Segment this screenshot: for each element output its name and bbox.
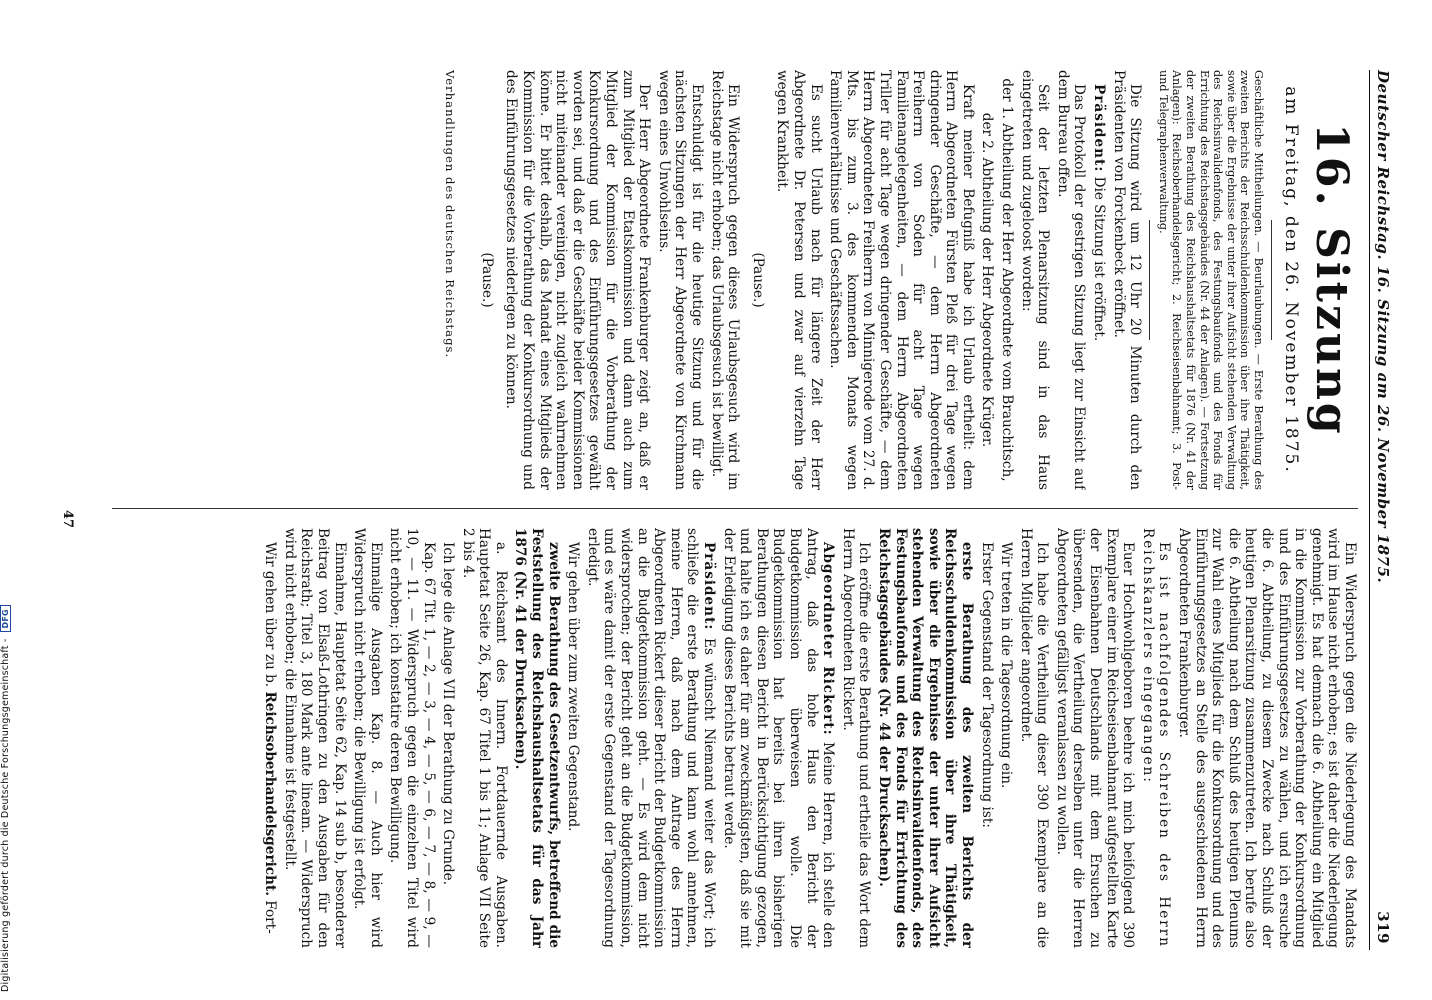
pause-note: (Pause.): [478, 252, 495, 308]
speaker-label: Abgeordneter Rickert:: [820, 542, 837, 736]
speaker-label: Präsident:: [1091, 84, 1108, 173]
paragraph: Wir gehen über zum zweiten Gegenstand.: [565, 542, 582, 832]
paragraph: Euer Hochwohlgeboren beehre ich mich beifolgend 390 Exemplare einer im Reichseisenbahnamt aufgestellten Karte der Eisenbahnen Deutschlands mit dem Ersuchen zu übersenden, die Vertheilung derselben unter die Herren Abgeordneten gefälligst veranlassen zu wollen.: [1053, 528, 1137, 948]
speech: Abgeordneter Rickert: Meine Herren, ich stelle den Antrag, daß das hohe Haus den Bericht der Budgetkommission überweisen wolle. Die Budgetkommission hat bereits bei ihren bisherigen Berathungen diesen Bericht in Berücksichtigung gezogen, und halte ich es daher für am zweckmäßigsten, daß sie mit der Erledigung dieses Berichts betraut werde.: [720, 528, 837, 948]
speech: Präsident: Es wünscht Niemand weiter das Wort; ich schließe die erste Berathung und kann wohl annehmen, meine Herren, daß nach dem Antrage des Herrn Abgeordneten Rickert dieser Bericht der Budgetkommission an die Budgetkommission geht. — Es wird dem nicht widersprochen; der Bericht geht an die Budgetkommission, und es wäre damit der erste Gegenstand der Tagesordnung erledigt.: [584, 528, 718, 948]
agenda-item: erste Berathung des zweiten Berichts der Reichsschuldenkommission über ihre Thätigkeit, sowie über die Ergebnisse der unter ihrer Aufsicht stehenden Verwaltung des Reichsinvalidenfonds, des Festungsbaufonds und des Fonds für Errichtung des Reichstagsgebäudes (Nr. 44 der Drucksachen).: [875, 528, 975, 948]
list-item: der 1. Abtheilung der Herr Abgeordnete vom Brauchitsch,: [999, 78, 1016, 482]
paragraph: Das Protokoll der gestrigen Sitzung liegt zur Einsicht auf dem Bureau offen.: [1054, 70, 1088, 490]
paragraph: Wir treten in die Tagesordnung ein.: [998, 542, 1015, 789]
left-column: [72, 70, 1358, 490]
opening-paragraph: Die Sitzung wird um 12 Uhr 20 Minuten durch den Präsidenten von Forckenbeck eröffnet.: [1110, 70, 1144, 490]
paragraph: Wir gehen über zu b. Reichsoberhandelsgericht. Fort-: [262, 542, 279, 934]
paragraph: Kraft meiner Befugniß habe ich Urlaub ertheilt: dem Herrn Abgeordneten Fürsten Pleß für drei Tage wegen dringender Geschäfte, — dem Herrn Abgeordneten Freiherrn von Soden für acht Tage wegen Familienangelegenheiten, — dem Herrn Abgeordneten Triller für acht Tage wegen dringender Geschäfte, — dem Herrn Abgeordneten Freiherrn von Minnigerode vom 27. d. Mts. bis zum 3. des kommenden Monats wegen Familienverhältnisse und Geschäftssachen.: [827, 70, 976, 490]
column-divider: [112, 508, 1358, 509]
paragraph: Ein Widerspruch gegen die Niederlegung des Mandats wird im Hause nicht erhoben; es ist daher die Niederlegung genehmigt. Es hat demnach die 6. Abtheilung ein Mitglied in die Kommission zur Vorberathung der Konkursordnung und des Einführungsgesetzes zu wählen, und ich ersuche die 6. Abtheilung, zu diesem Zwecke nach Schluß der heutigen Plenarsitzung zusammenzutreten. Ich berufe also die 6. Abtheilung nach dem Schluß des heutigen Plenums zur Wahl eines Mitglieds für die Konkursordnung und des Einführungsgesetzes an Stelle des ausgeschiedenen Herrn Abgeordneten Frankenburger.: [1176, 528, 1358, 948]
footer-title: Verhandlungen des deutschen Reichstags.: [443, 70, 458, 359]
session-date: am Freitag, den 26. November 1875.: [1281, 86, 1301, 474]
page-content: [52, 70, 1392, 950]
speaker-label: Präsident:: [701, 542, 718, 631]
paragraph: Einnahme, Hauptetat Seite 62, Kap. 14 sub b, besonderer Beitrag von Elsaß-Lothringen zu den Ausgaben für den Reichsrath; Titel 3, 180 Mark ante lineam. — Widerspruch wird nicht erhoben; die Einnahme ist festgestellt.: [281, 528, 348, 948]
paragraph: Entschuldigt ist für die heutige Sitzung und für die nächsten Sitzungen der Herr Abgeordnete von Kirchmann wegen eines Unwohlseins.: [655, 70, 705, 490]
paragraph: Ich eröffne die erste Berathung und ertheile das Wort dem Herrn Abgeordneten Rickert.: [839, 528, 873, 948]
pause-note: (Pause.): [749, 252, 766, 308]
paragraph: Der Herr Abgeordnete Frankenburger zeigt an, daß er zum Mitglied der Etatskommission und dann auch zum Mitglied der Kommission für die Vorberathung der Konkursordnung und des Einführungsgesetzes gewählt worden sei, und daß er die Geschäfte beider Kommissionen nicht miteinander vereinigen, nicht zugleich wahrnehmen könne. Er bittet deshalb, das Mandat eines Mitglieds der Kommission für die Vorberathung der Konkursordnung und des Einführungsgesetzes niederlegen zu können.: [503, 70, 653, 490]
paragraph: Ein Widerspruch gegen dieses Urlaubsgesuch wird im Reichstage nicht erhoben; das Urlaubsgesuch ist bewilligt.: [708, 70, 742, 490]
paragraph: a. Reichsamt des Innern. Fortdauernde Ausgaben. Hauptetat Seite 26, Kap. 67 Titel 1 bis 11; Anlage VII Seite 2 bis 4.: [459, 528, 509, 948]
agenda-summary: Geschäftliche Mittheilungen. — Beurlaubungen. — Erste Berathung des zweiten Berichts der Reichsschuldenkommission über ihre Thätigkeit, sowie über die Ergebnisse der unter ihrer Aufsicht stehenden Verwaltung des Reichsinvalidenfonds, des Festungsbaufonds und des Fonds für Errichtung des Reichstagsgebäudes (Nr. 44 der Anlagen). — Fortsetzung der zweiten Berathung des Reichshaushaltsetats für 1876 (Nr. 41 der Anlagen): Reichsoberhandelsgericht; 2. Reichseisenbahnamt; 3. Post- und Telegraphenverwaltung.: [1156, 70, 1265, 490]
paragraph: Es ist nachfolgendes Schreiben des Herrn Reichskanzlers eingegangen:: [1139, 528, 1173, 948]
paragraph: Seit der letzten Plenarsitzung sind in das Haus eingetreten und zugeloost worden:: [1018, 70, 1052, 490]
paragraph: Erster Gegenstand der Tagesordnung ist:: [978, 542, 995, 828]
divider: [1271, 220, 1272, 340]
paragraph: Kap. 67 Tit. 1, — 2, — 3, — 4, — 5, — 6, — 7, — 8, — 9, — 10, — 11. — Widerspruch gegen die einzelnen Titel wird nicht erhoben; ich konstatire deren Bewilligung.: [387, 528, 437, 948]
paragraph: Ich habe die Vertheilung dieser 390 Exemplare an die Herren Mitglieder angeordnet.: [1017, 528, 1051, 948]
dfg-logo-icon: DFG: [0, 605, 11, 632]
agenda-item: zweite Berathung des Gesetzentwurfs, betreffend die Feststellung des Reichshaushaltsetats für das Jahr 1876 (Nr. 41 der Drucksachen).: [512, 528, 562, 948]
running-head: [1369, 70, 1392, 950]
paragraph: Es sucht Urlaub nach für längere Zeit der Herr Abgeordnete Dr. Petersen und zwar auf vierzehn Tage wegen Krankheit.: [774, 70, 824, 490]
sheet-signature: 47: [59, 510, 75, 529]
session-title: 16. Sitzung: [1306, 123, 1357, 437]
page-number: 319: [1374, 911, 1392, 944]
margin-credit-text: Digitalisierung gefördert durch die Deutsche Forschungsgemeinschaft -: [0, 638, 11, 992]
paragraph: Ich lege die Anlage VII der Berathung zu Grunde.: [440, 542, 457, 886]
president-remark: Präsident: Die Sitzung ist eröffnet.: [1091, 84, 1108, 342]
right-column: [72, 528, 1358, 948]
running-head-title: Deutscher Reichstag. 16. Sitzung am 26. November 1875.: [1374, 70, 1392, 584]
paragraph: Einmalige Ausgaben Kap. 8. — Auch hier wird Widerspruch nicht erhoben; die Bewilligung ist erfolgt.: [351, 528, 384, 948]
list-item: der 2. Abtheilung der Herr Abgeordnete Krüger.: [979, 112, 996, 448]
divider: [1149, 220, 1150, 340]
